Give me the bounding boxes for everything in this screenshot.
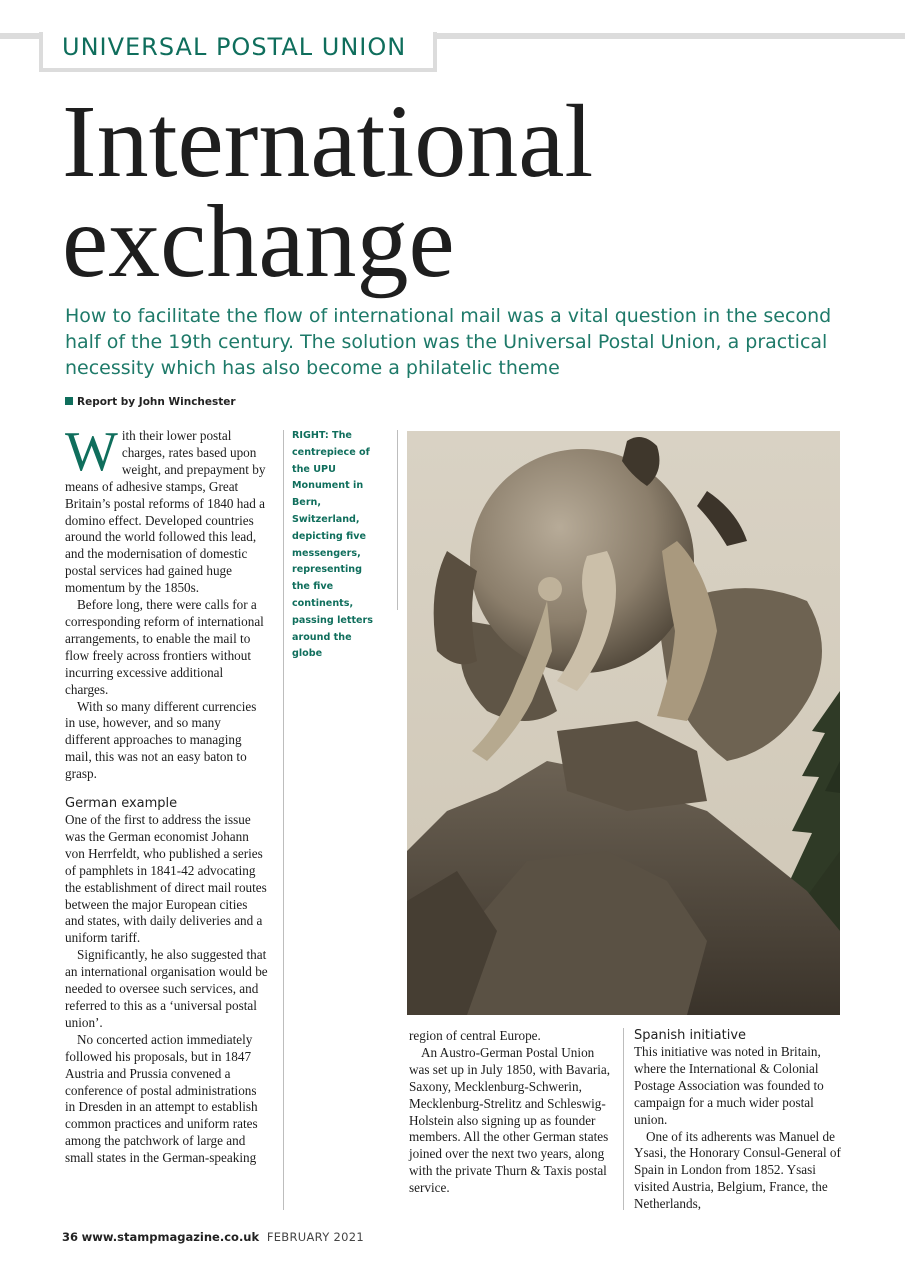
- drop-cap: W: [65, 421, 118, 483]
- standfirst: How to facilitate the flow of international mail was a vital question in the second half of the 19th century. The solution was the Universal Postal Union, a practical necessity which has also become a philatelic theme: [65, 305, 832, 379]
- paragraph: One of its adherents was Manuel de Ysasi, the Honorary Consul-General of Spain in London from 1852. Ysasi visited Austria, Belgium, France, the Netherlands,: [634, 1128, 841, 1212]
- column-divider: [283, 430, 284, 1210]
- byline-square-icon: [65, 397, 73, 405]
- paragraph: This initiative was noted in Britain, where the International & Colonial Postage Association was founded to campaign for a much wider postal union.: [634, 1044, 824, 1127]
- article-column-2: [409, 1028, 617, 1197]
- paragraph: An Austro-German Postal Union was set up in July 1850, with Bavaria, Saxony, Mecklenburg-Schwerin, Mecklenburg-Strelitz and Schleswig-Holstein also signing up as founder members. All the other German states joined over the next two years, along with the private Thurn & Taxis postal service.: [409, 1044, 611, 1196]
- caption-divider: [397, 430, 398, 610]
- paragraph: With their lower postal charges, rates based upon weight, and prepayment by means of adhesive stamps, Great Britain’s postal reforms of 1840 had a domino effect. Developed countries around the world followed this lead, and the modernisation of domestic postal services had gained huge momentum by the 1850s.: [65, 421, 266, 596]
- photo-caption: RIGHT: The centrepiece of the UPU Monument in Bern, Switzerland, depicting five messengers, representing the five continents, passing letters around the globe: [292, 430, 374, 660]
- headline: [62, 84, 594, 299]
- upu-monument-photo: [407, 431, 840, 1015]
- byline-text: Report by John Winchester: [77, 396, 236, 408]
- article-column-1: [65, 421, 269, 1167]
- subheading-german-example: German example: [65, 796, 178, 812]
- paragraph: Before long, there were calls for a corresponding reform of international arrangements, to enable the mail to flow freely across frontiers without incurring excessive additional charges.: [65, 597, 264, 697]
- page-footer: [62, 1230, 364, 1244]
- headline-line1: International: [62, 84, 594, 199]
- section-label: UNIVERSAL POSTAL UNION: [62, 33, 407, 61]
- column-divider: [623, 1028, 624, 1210]
- paragraph: region of central Europe.: [409, 1028, 541, 1043]
- page-number: 36: [62, 1230, 79, 1244]
- article-column-3: [634, 1028, 844, 1213]
- byline: [65, 396, 236, 408]
- issue-date: FEBRUARY 2021: [266, 1230, 364, 1244]
- subheading-spanish-initiative: Spanish initiative: [634, 1028, 747, 1043]
- paragraph: One of the first to address the issue was the German economist Johann von Herrfeldt, who published a series of pamphlets in 1841-42 advocating the establishment of direct mail routes between the major European cities and states, with daily deliveries and a uniform tariff.: [65, 812, 267, 946]
- paragraph: No concerted action immediately followed his proposals, but in 1847 Austria and Prussia convened a conference of postal administrations in Dresden in an attempt to establish common practices and uniform rates among the patchwork of large and small states in the German-speaking: [65, 1031, 258, 1166]
- paragraph: Significantly, he also suggested that an international organisation would be needed to oversee such services, and referred to this as a ‘universal postal union’.: [65, 947, 268, 1030]
- headline-line2: exchange: [62, 184, 455, 299]
- site-link[interactable]: www.stampmagazine.co.uk: [81, 1230, 260, 1244]
- paragraph: With so many different currencies in use, however, and so many different approaches to managing mail, this was not an easy baton to grasp.: [65, 698, 257, 782]
